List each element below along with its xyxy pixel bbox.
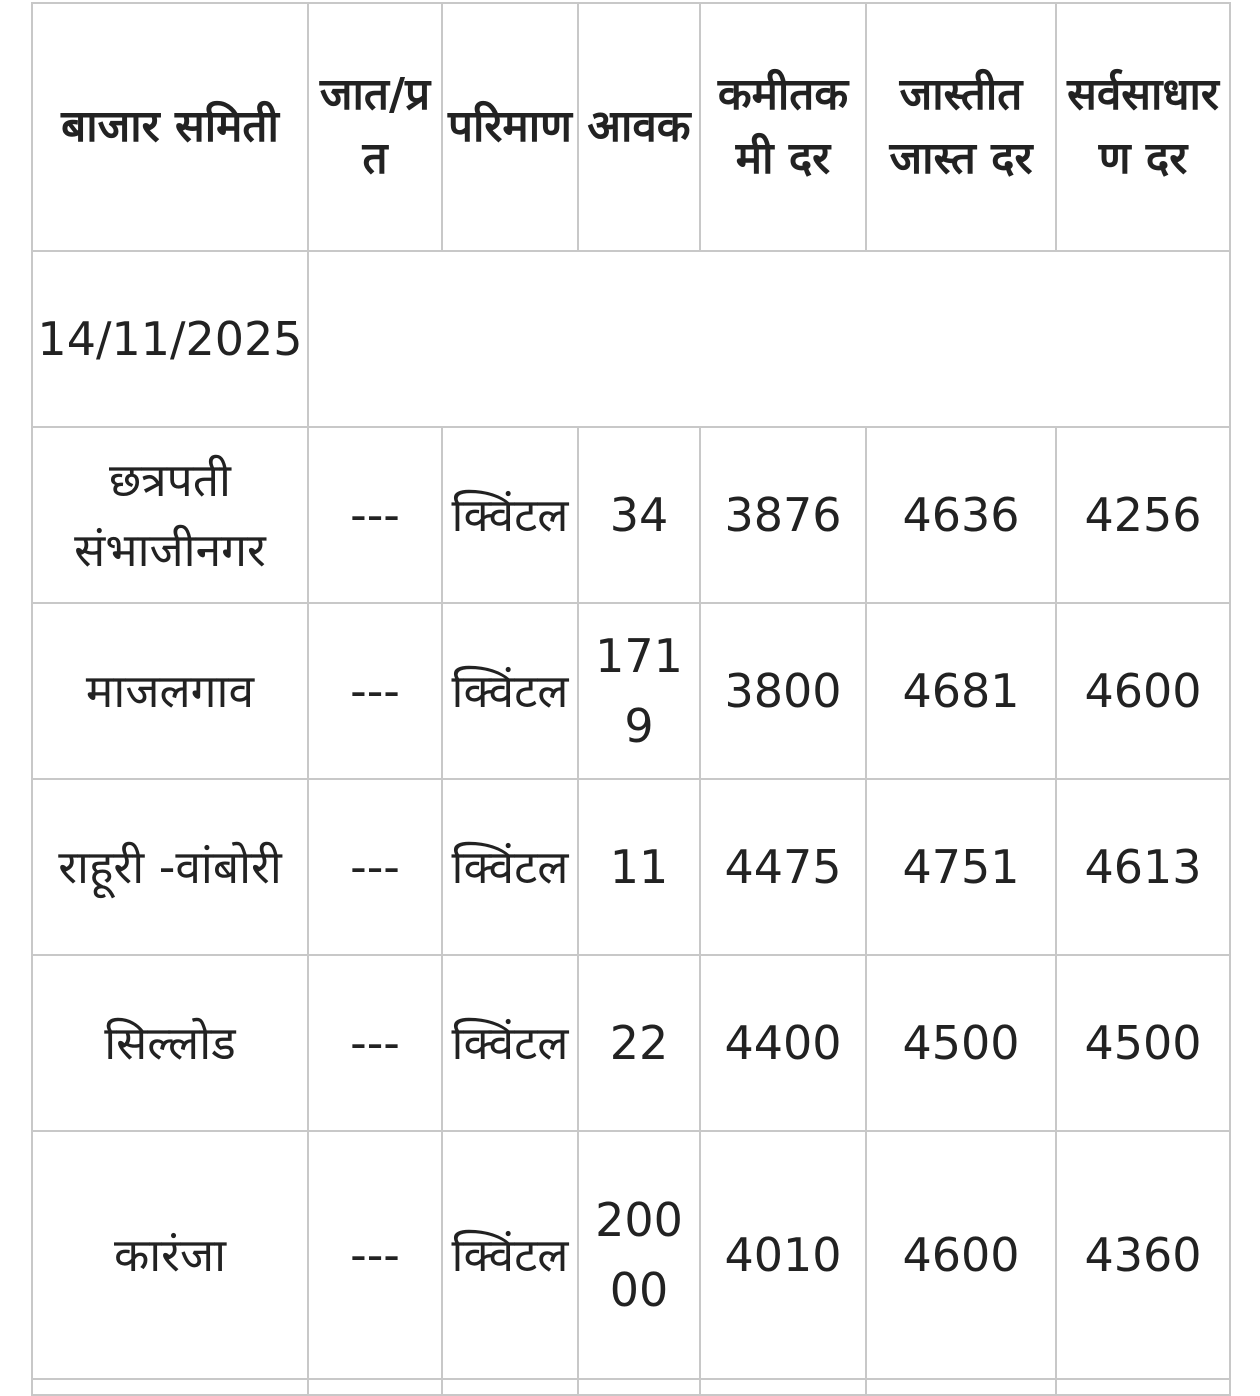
arrival-cell: 1719 <box>578 603 700 779</box>
header-min-rate: कमीतकमी दर <box>700 3 866 251</box>
max-rate-cell: 4636 <box>866 427 1056 603</box>
max-rate-cell: 4500 <box>866 955 1056 1131</box>
arrival-cell: 20000 <box>578 1131 700 1379</box>
min-rate-cell: 3800 <box>700 603 866 779</box>
min-rate-cell: 4400 <box>700 955 866 1131</box>
partial-cell <box>308 1379 442 1395</box>
partial-cell <box>442 1379 578 1395</box>
market-name: सिल्लोड <box>32 955 308 1131</box>
header-market-committee: बाजार समिती <box>32 3 308 251</box>
arrival-cell: 22 <box>578 955 700 1131</box>
modal-rate-cell: 4500 <box>1056 955 1230 1131</box>
min-rate-cell: 4475 <box>700 779 866 955</box>
table-row-partial <box>32 1379 1230 1395</box>
modal-rate-cell: 4613 <box>1056 779 1230 955</box>
table-row <box>32 955 1230 1131</box>
modal-rate-cell: 4600 <box>1056 603 1230 779</box>
date-row-spacer <box>308 251 1230 427</box>
arrival-cell: 34 <box>578 427 700 603</box>
table-row <box>32 779 1230 955</box>
header-modal-rate: सर्वसाधारण दर <box>1056 3 1230 251</box>
min-rate-cell: 3876 <box>700 427 866 603</box>
partial-cell <box>578 1379 700 1395</box>
partial-cell <box>700 1379 866 1395</box>
table-row <box>32 1131 1230 1379</box>
unit-cell: क्विंटल <box>442 779 578 955</box>
arrival-cell: 11 <box>578 779 700 955</box>
market-name: कारंजा <box>32 1131 308 1379</box>
table-row <box>32 427 1230 603</box>
header-row <box>32 3 1230 251</box>
market-name: राहूरी -वांबोरी <box>32 779 308 955</box>
header-unit: परिमाण <box>442 3 578 251</box>
date-cell: 14/11/2025 <box>32 251 308 427</box>
header-arrival: आवक <box>578 3 700 251</box>
header-variety: जात/प्रत <box>308 3 442 251</box>
variety-cell: --- <box>308 1131 442 1379</box>
unit-cell: क्विंटल <box>442 955 578 1131</box>
partial-cell <box>32 1379 308 1395</box>
unit-cell: क्विंटल <box>442 427 578 603</box>
unit-cell: क्विंटल <box>442 603 578 779</box>
partial-cell <box>1056 1379 1230 1395</box>
min-rate-cell: 4010 <box>700 1131 866 1379</box>
unit-cell: क्विंटल <box>442 1131 578 1379</box>
max-rate-cell: 4681 <box>866 603 1056 779</box>
modal-rate-cell: 4360 <box>1056 1131 1230 1379</box>
variety-cell: --- <box>308 603 442 779</box>
table-row <box>32 603 1230 779</box>
market-name: छत्रपती संभाजीनगर <box>32 427 308 603</box>
market-name: माजलगाव <box>32 603 308 779</box>
market-rates-table <box>31 2 1231 1396</box>
partial-cell <box>866 1379 1056 1395</box>
header-max-rate: जास्तीतजास्त दर <box>866 3 1056 251</box>
variety-cell: --- <box>308 779 442 955</box>
max-rate-cell: 4600 <box>866 1131 1056 1379</box>
date-row <box>32 251 1230 427</box>
max-rate-cell: 4751 <box>866 779 1056 955</box>
variety-cell: --- <box>308 955 442 1131</box>
variety-cell: --- <box>308 427 442 603</box>
modal-rate-cell: 4256 <box>1056 427 1230 603</box>
